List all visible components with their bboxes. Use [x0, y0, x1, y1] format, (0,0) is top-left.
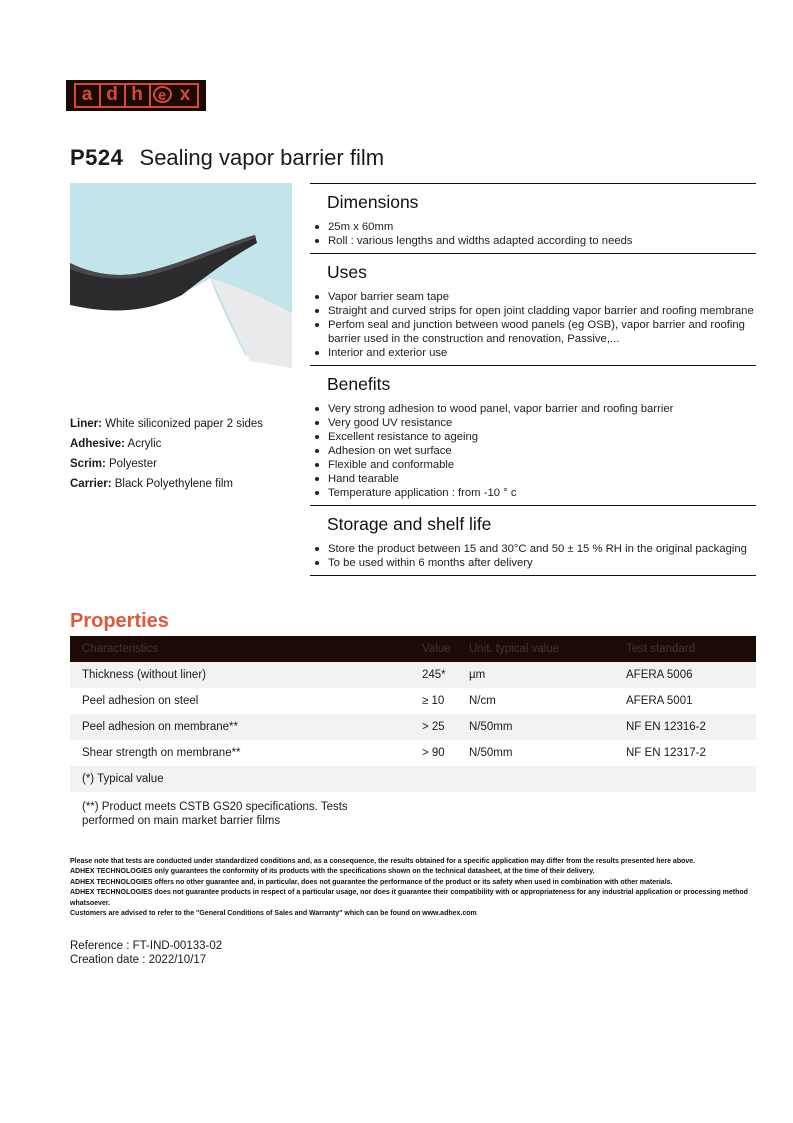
table-cell: > 25 — [422, 721, 445, 733]
table-cell: Thickness (without liner) — [82, 669, 206, 681]
list-item: Excellent resistance to ageing — [310, 430, 756, 444]
logo-letter: h — [126, 85, 151, 106]
composition-item — [70, 437, 300, 451]
list-item: Hand tearable — [310, 472, 756, 486]
table-cell: Shear strength on membrane** — [82, 747, 241, 759]
table-header — [70, 636, 756, 662]
list-item: Very strong adhesion to wood panel, vapor barrier and roofing barrier — [310, 402, 756, 416]
table-cell: AFERA 5006 — [626, 669, 693, 681]
table-row — [70, 714, 756, 740]
table-cell: 245* — [422, 669, 446, 681]
column-header: Test standard — [626, 643, 696, 655]
composition-value: Polyester — [109, 458, 157, 470]
table-cell: > 90 — [422, 747, 445, 759]
column-header: Value — [422, 643, 451, 655]
composition-value: Black Polyethylene film — [114, 478, 234, 490]
composition-list — [70, 417, 300, 497]
disclaimer-line: ADHEX TECHNOLOGIES offers no other guarantee and, in particular, does not guarantee the performance of the product or its safety when used in combination with other materials. — [70, 878, 673, 886]
logo-letter: x — [179, 84, 191, 105]
composition-label: Adhesive: — [70, 438, 125, 450]
composition-label: Carrier: — [70, 478, 112, 490]
uses-section — [310, 253, 756, 365]
column-header: Characteristics — [82, 643, 159, 655]
column-header: Unit. typical value — [469, 643, 560, 655]
product-code: P524 — [70, 145, 124, 170]
table-note: (*) Typical value — [70, 766, 756, 792]
list-item: Straight and curved strips for open joint cladding vapor barrier and roofing membrane — [310, 304, 756, 318]
disclaimer-line: ADHEX TECHNOLOGIES does not guarantee products in respect of a particular usage, nor does it guarantee their compatibility with or appropriateness for any industrial application or processing method whatsoever. — [70, 889, 748, 907]
storage-section — [310, 505, 756, 576]
list-item: Flexible and conformable — [310, 458, 756, 472]
table-cell: ≥ 10 — [422, 695, 445, 707]
list-item: Temperature application : from -10 ° c — [310, 486, 756, 500]
creation-date: Creation date : 2022/10/17 — [70, 954, 207, 966]
composition-item — [70, 457, 300, 471]
table-cell: AFERA 5001 — [626, 695, 693, 707]
section-title: Storage and shelf life — [327, 514, 492, 534]
composition-label: Scrim: — [70, 458, 106, 470]
composition-label: Liner: — [70, 418, 102, 430]
table-cell: Peel adhesion on membrane** — [82, 721, 238, 733]
composition-item — [70, 477, 300, 491]
table-cell: Peel adhesion on steel — [82, 695, 199, 707]
list-item: Store the product between 15 and 30°C and 50 ± 15 % RH in the original packaging — [310, 542, 756, 556]
composition-value: Acrylic — [127, 438, 162, 450]
composition-value: White siliconized paper 2 sides — [105, 418, 264, 430]
legal-disclaimer — [70, 857, 760, 919]
product-image — [70, 183, 292, 405]
product-name: Sealing vapor barrier film — [139, 145, 385, 170]
table-cell: NF EN 12317-2 — [626, 747, 706, 759]
logo-frame — [74, 83, 199, 108]
table-row — [70, 662, 756, 688]
table-cell: N/50mm — [469, 747, 513, 759]
properties-title: Properties — [70, 610, 169, 632]
table-cell: µm — [469, 669, 486, 681]
page-title — [70, 145, 384, 171]
table-cell: N/cm — [469, 695, 496, 707]
dimensions-section — [310, 183, 756, 253]
table-row — [70, 688, 756, 714]
section-title: Dimensions — [327, 192, 419, 212]
table-cell: NF EN 12316-2 — [626, 721, 706, 733]
list-item: Roll : various lengths and widths adapted according to needs — [310, 234, 756, 248]
list-item: To be used within 6 months after delivery — [310, 556, 756, 570]
benefits-section — [310, 365, 756, 505]
bullet-list — [310, 402, 756, 500]
bullet-list — [310, 542, 756, 570]
table-cell: N/50mm — [469, 721, 513, 733]
bullet-list — [310, 290, 756, 360]
reference-number: Reference : FT-IND-00133-02 — [70, 940, 223, 952]
list-item: Perfom seal and junction between wood panels (eg OSB), vapor barrier and roofing barrier used in the construction and renovation, Passive,... — [310, 318, 756, 346]
spec-column — [310, 183, 756, 576]
list-item: Adhesion on wet surface — [310, 444, 756, 458]
disclaimer-line: ADHEX TECHNOLOGIES only guarantees the conformity of its products with the specifications shown on the technical datasheet, at the time of their delivery. — [70, 868, 595, 876]
list-item: 25m x 60mm — [310, 220, 756, 234]
brand-logo — [66, 80, 206, 111]
logo-letter: e — [153, 86, 172, 103]
table-row — [70, 740, 756, 766]
document-references — [70, 939, 222, 967]
list-item: Interior and exterior use — [310, 346, 756, 360]
tape-illustration — [70, 183, 292, 405]
logo-letter: a — [76, 85, 101, 106]
table-note: (**) Product meets CSTB GS20 specifications. Tests performed on main market barrier films — [82, 801, 348, 827]
disclaimer-line: Customers are advised to refer to the "General Conditions of Sales and Warranty" which can be found on www.adhex.com — [70, 910, 477, 918]
section-title: Uses — [327, 262, 367, 282]
composition-item — [70, 417, 300, 431]
logo-letter: d — [101, 85, 126, 106]
bullet-list — [310, 220, 756, 248]
list-item: Vapor barrier seam tape — [310, 290, 756, 304]
properties-table — [70, 636, 756, 828]
disclaimer-line: Please note that tests are conducted under standardized conditions and, as a consequence, the results obtained for a specific application may differ from the results presented here above. — [70, 858, 696, 865]
section-title: Benefits — [327, 374, 391, 394]
list-item: Very good UV resistance — [310, 416, 756, 430]
